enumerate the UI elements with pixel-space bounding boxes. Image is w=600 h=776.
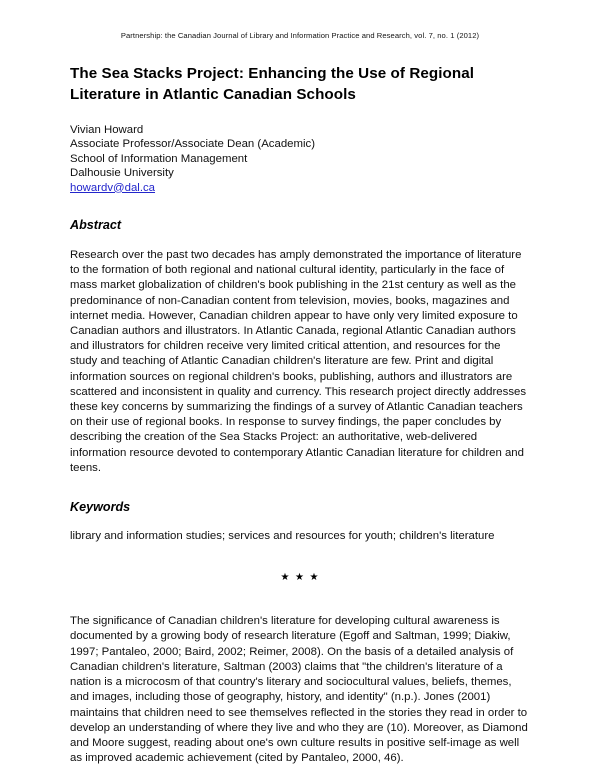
- star-divider: ★★★: [280, 572, 324, 584]
- introduction-text: The significance of Canadian children's literature for developing cultural awareness is documented by a growing body of research literature (Egoff and Saltman, 1999; Diakiw, 1997; Pantaleo, 2000; Baird, 2002; Reimer, 2008). On the basis of a detailed analysis of Canadian children's literature, Saltman (2003) claims that "the children's literature of a nation is a microcosm of that country's literary and sociocultural values, beliefs, themes, and images, including those of geography, history, and identity" (n.p.). Jones (2001) maintains that children need to see themselves reflected in the stories they read in order to develop an understanding of where they live and who they are (10). Moreover, as Diamond and Moore suggest, reading about one's own culture results in positive self-image as well as improved academic achievement (cited by Pantaleo, 2000, 46).: [70, 615, 528, 765]
- author-position: Associate Professor/Associate Dean (Academic): [70, 138, 315, 151]
- author-block: [70, 123, 529, 195]
- author-institution: Dalhousie University: [70, 167, 174, 180]
- author-email-link[interactable]: howardv@dal.ca: [70, 181, 156, 194]
- text-column: [70, 64, 529, 766]
- abstract-text: Research over the past two decades has amply demonstrated the importance of literature to the formation of both regional and national cultural identity, particularly in the face of mass market globalization of children's book publishing in the 21st century as well as the predominance of non-Canadian content from television, movies, books, magazines and internet media. However, Canadian children appear to have only very limited exposure to Canadian authors and illustrators. In Atlantic Canada, regional Atlantic Canadian authors and illustrators for children receive very limited critical attention, and resources for the study and teaching of Atlantic Canadian children's literature are few. Print and digital information sources on regional children's books, publishing, authors and illustrators are scattered and inconsistent in quality and currency. This research project directly addresses these key concerns by summarizing the findings of a survey of Atlantic Canadian teachers on their use of regional books. In response to survey findings, the paper concludes by describing the creation of the Sea Stacks Project: an authoritative, web-delivered information resource devoted to contemporary Atlantic Canadian literature for children and teens.: [70, 249, 527, 474]
- running-head: Partnership: the Canadian Journal of Library and Information Practice and Research, vol. 7, no. 1 (2012): [120, 31, 480, 40]
- abstract-heading: Abstract: [70, 218, 122, 233]
- author-name: Vivian Howard: [70, 124, 144, 136]
- page-title: The Sea Stacks Project: Enhancing the Use of Regional Literature in Atlantic Canadian Schools: [70, 65, 475, 103]
- author-department: School of Information Management: [70, 152, 248, 165]
- keywords-text: library and information studies; services and resources for youth; children's literature: [70, 530, 495, 543]
- keywords-heading: Keywords: [70, 500, 131, 515]
